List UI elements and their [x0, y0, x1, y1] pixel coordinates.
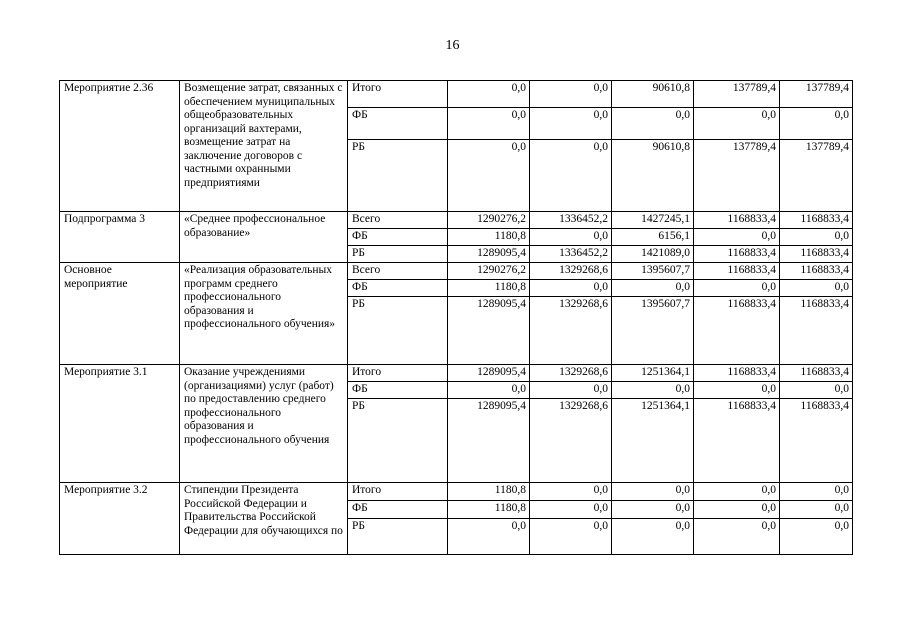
amount-cell: 1395607,7	[612, 297, 694, 365]
amount-cell: 1336452,2	[530, 246, 612, 263]
program-description: Стипендии Президента Российской Федерации и Правительства Российской Федерации для обучающихся по	[180, 483, 348, 555]
program-description: Возмещение затрат, связанных с обеспечением муниципальных общеобразовательных организаций вахтерами, возмещение затрат на заключение договоров с частными охранными предприятиями	[180, 81, 348, 212]
table-row	[60, 365, 853, 382]
amount-cell: 0,0	[448, 140, 530, 212]
amount-cell: 1168833,4	[694, 297, 780, 365]
amount-cell: 1290276,2	[448, 263, 530, 280]
amount-cell: 1168833,4	[780, 365, 853, 382]
amount-cell: 0,0	[530, 382, 612, 399]
amount-cell: 0,0	[612, 519, 694, 555]
funding-source-label: РБ	[348, 297, 448, 365]
table-row	[60, 212, 853, 229]
amount-cell: 1168833,4	[694, 212, 780, 229]
amount-cell: 0,0	[530, 483, 612, 501]
amount-cell: 1290276,2	[448, 212, 530, 229]
amount-cell: 1289095,4	[448, 297, 530, 365]
amount-cell: 137789,4	[694, 81, 780, 108]
funding-source-label: ФБ	[348, 280, 448, 297]
amount-cell: 1427245,1	[612, 212, 694, 229]
amount-cell: 1168833,4	[780, 246, 853, 263]
amount-cell: 0,0	[780, 108, 853, 140]
funding-source-label: Всего	[348, 212, 448, 229]
funding-source-label: Итого	[348, 483, 448, 501]
amount-cell: 1180,8	[448, 501, 530, 519]
amount-cell: 1168833,4	[694, 365, 780, 382]
amount-cell: 0,0	[612, 280, 694, 297]
amount-cell: 0,0	[694, 483, 780, 501]
amount-cell: 0,0	[530, 501, 612, 519]
amount-cell: 1289095,4	[448, 246, 530, 263]
program-description: Оказание учреждениями (организациями) услуг (работ) по предоставлению среднего профессионального образования и профессионального обучения	[180, 365, 348, 483]
amount-cell: 1168833,4	[780, 212, 853, 229]
amount-cell: 0,0	[694, 501, 780, 519]
program-name: Подпрограмма 3	[60, 212, 180, 263]
amount-cell: 1329268,6	[530, 365, 612, 382]
table-row	[60, 263, 853, 280]
amount-cell: 0,0	[448, 519, 530, 555]
amount-cell: 0,0	[612, 108, 694, 140]
amount-cell: 1251364,1	[612, 399, 694, 483]
amount-cell: 1168833,4	[780, 297, 853, 365]
amount-cell: 1421089,0	[612, 246, 694, 263]
amount-cell: 0,0	[612, 501, 694, 519]
amount-cell: 6156,1	[612, 229, 694, 246]
funding-source-label: РБ	[348, 246, 448, 263]
page-number: 16	[445, 38, 460, 53]
amount-cell: 0,0	[780, 280, 853, 297]
amount-cell: 0,0	[530, 81, 612, 108]
amount-cell: 0,0	[694, 519, 780, 555]
amount-cell: 1329268,6	[530, 263, 612, 280]
amount-cell: 0,0	[780, 501, 853, 519]
amount-cell: 137789,4	[780, 81, 853, 108]
funding-source-label: РБ	[348, 519, 448, 555]
program-name: Основное мероприятие	[60, 263, 180, 365]
amount-cell: 137789,4	[780, 140, 853, 212]
funding-source-label: ФБ	[348, 501, 448, 519]
amount-cell: 0,0	[694, 108, 780, 140]
program-description: «Среднее профессиональное образование»	[180, 212, 348, 263]
amount-cell: 1395607,7	[612, 263, 694, 280]
amount-cell: 1168833,4	[694, 399, 780, 483]
program-name: Мероприятие 2.36	[60, 81, 180, 212]
amount-cell: 0,0	[530, 229, 612, 246]
funding-source-label: РБ	[348, 399, 448, 483]
amount-cell: 0,0	[530, 108, 612, 140]
amount-cell: 0,0	[612, 382, 694, 399]
amount-cell: 1168833,4	[694, 263, 780, 280]
funding-source-label: Итого	[348, 365, 448, 382]
amount-cell: 0,0	[694, 382, 780, 399]
amount-cell: 0,0	[448, 382, 530, 399]
amount-cell: 0,0	[530, 519, 612, 555]
amount-cell: 1168833,4	[694, 246, 780, 263]
amount-cell: 1168833,4	[780, 399, 853, 483]
funding-source-label: ФБ	[348, 382, 448, 399]
funding-source-label: ФБ	[348, 229, 448, 246]
amount-cell: 0,0	[530, 140, 612, 212]
table-row	[60, 483, 853, 501]
funding-source-label: РБ	[348, 140, 448, 212]
amount-cell: 1289095,4	[448, 399, 530, 483]
amount-cell: 0,0	[694, 229, 780, 246]
amount-cell: 90610,8	[612, 81, 694, 108]
program-name: Мероприятие 3.1	[60, 365, 180, 483]
amount-cell: 1251364,1	[612, 365, 694, 382]
table-row	[60, 81, 853, 108]
amount-cell: 1180,8	[448, 229, 530, 246]
amount-cell: 1180,8	[448, 280, 530, 297]
amount-cell: 0,0	[530, 280, 612, 297]
program-name: Мероприятие 3.2	[60, 483, 180, 555]
amount-cell: 1336452,2	[530, 212, 612, 229]
amount-cell: 1289095,4	[448, 365, 530, 382]
amount-cell: 0,0	[612, 483, 694, 501]
amount-cell: 0,0	[448, 108, 530, 140]
amount-cell: 137789,4	[694, 140, 780, 212]
amount-cell: 1329268,6	[530, 297, 612, 365]
funding-source-label: Итого	[348, 81, 448, 108]
funding-source-label: Всего	[348, 263, 448, 280]
amount-cell: 90610,8	[612, 140, 694, 212]
amount-cell: 0,0	[694, 280, 780, 297]
amount-cell: 0,0	[780, 519, 853, 555]
amount-cell: 0,0	[780, 483, 853, 501]
budget-table	[59, 80, 853, 555]
program-description: «Реализация образовательных программ среднего профессионального образования и профессионального обучения»	[180, 263, 348, 365]
amount-cell: 1180,8	[448, 483, 530, 501]
amount-cell: 0,0	[448, 81, 530, 108]
amount-cell: 1329268,6	[530, 399, 612, 483]
amount-cell: 0,0	[780, 382, 853, 399]
amount-cell: 1168833,4	[780, 263, 853, 280]
funding-source-label: ФБ	[348, 108, 448, 140]
amount-cell: 0,0	[780, 229, 853, 246]
